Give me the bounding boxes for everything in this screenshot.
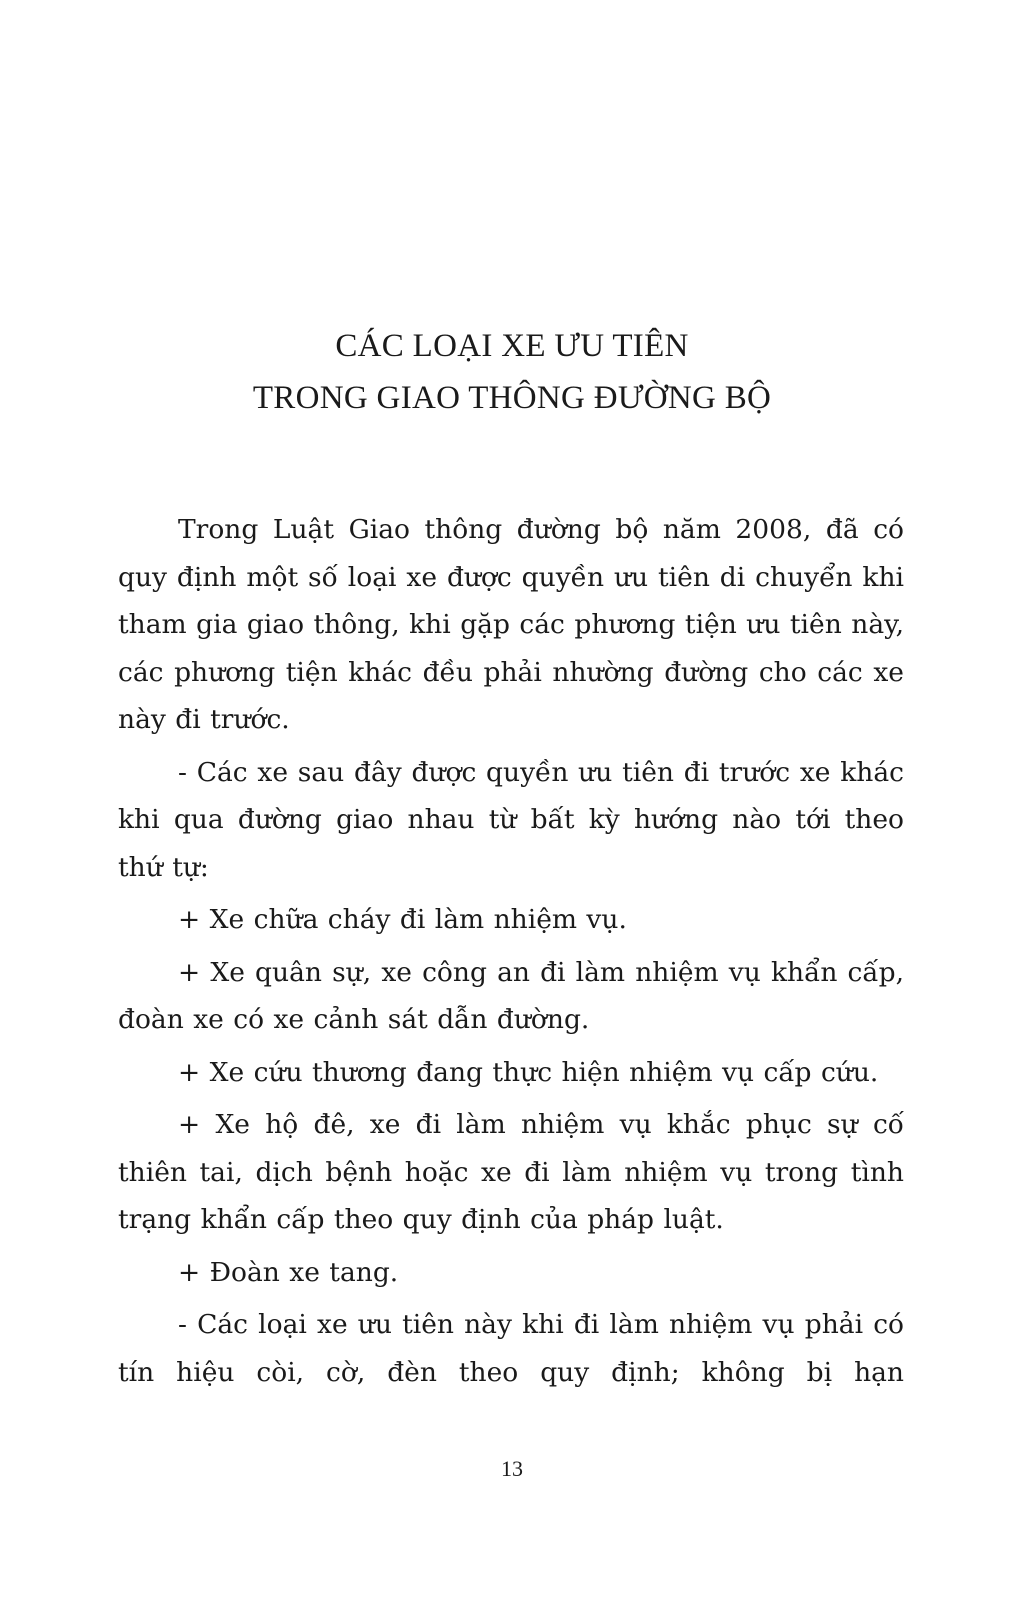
body-text [118,506,904,1401]
paragraph-priority-order: - Các xe sau đây được quyền ưu tiên đi trước xe khác khi qua đường giao nhau từ bất kỳ hướng nào tới theo thứ tự: [118,756,904,883]
list-item-fire-truck: + Xe chữa cháy đi làm nhiệm vụ. [178,904,627,935]
paragraph-intro: Trong Luật Giao thông đường bộ năm 2008, đã có quy định một số loại xe được quyền ưu tiên di chuyển khi tham gia giao thông, khi gặp các phương tiện ưu tiên này, các phương tiện khác đều phải nhường đường cho các xe này đi trước. [118,514,904,735]
chapter-title-line-1: CÁC LOẠI XE ƯU TIÊN [335,328,689,364]
list-item-dike-disaster: + Xe hộ đê, xe đi làm nhiệm vụ khắc phục sự cố thiên tai, dịch bệnh hoặc xe đi làm nhiệm vụ trong tình trạng khẩn cấp theo quy định của pháp luật. [118,1109,904,1235]
chapter-title [0,320,1024,424]
chapter-title-line-2: TRONG GIAO THÔNG ĐƯỜNG BỘ [252,380,772,416]
paragraph-signals: - Các loại xe ưu tiên này khi đi làm nhiệm vụ phải có tín hiệu còi, cờ, đèn theo quy định; không bị hạn [118,1309,904,1388]
page-number: 13 [501,1456,523,1481]
list-item-funeral: + Đoàn xe tang. [178,1256,399,1288]
list-item-ambulance: + Xe cứu thương đang thực hiện nhiệm vụ cấp cứu. [178,1056,879,1088]
list-item-military-police: + Xe quân sự, xe công an đi làm nhiệm vụ khẩn cấp, đoàn xe có xe cảnh sát dẫn đường. [118,956,904,1035]
